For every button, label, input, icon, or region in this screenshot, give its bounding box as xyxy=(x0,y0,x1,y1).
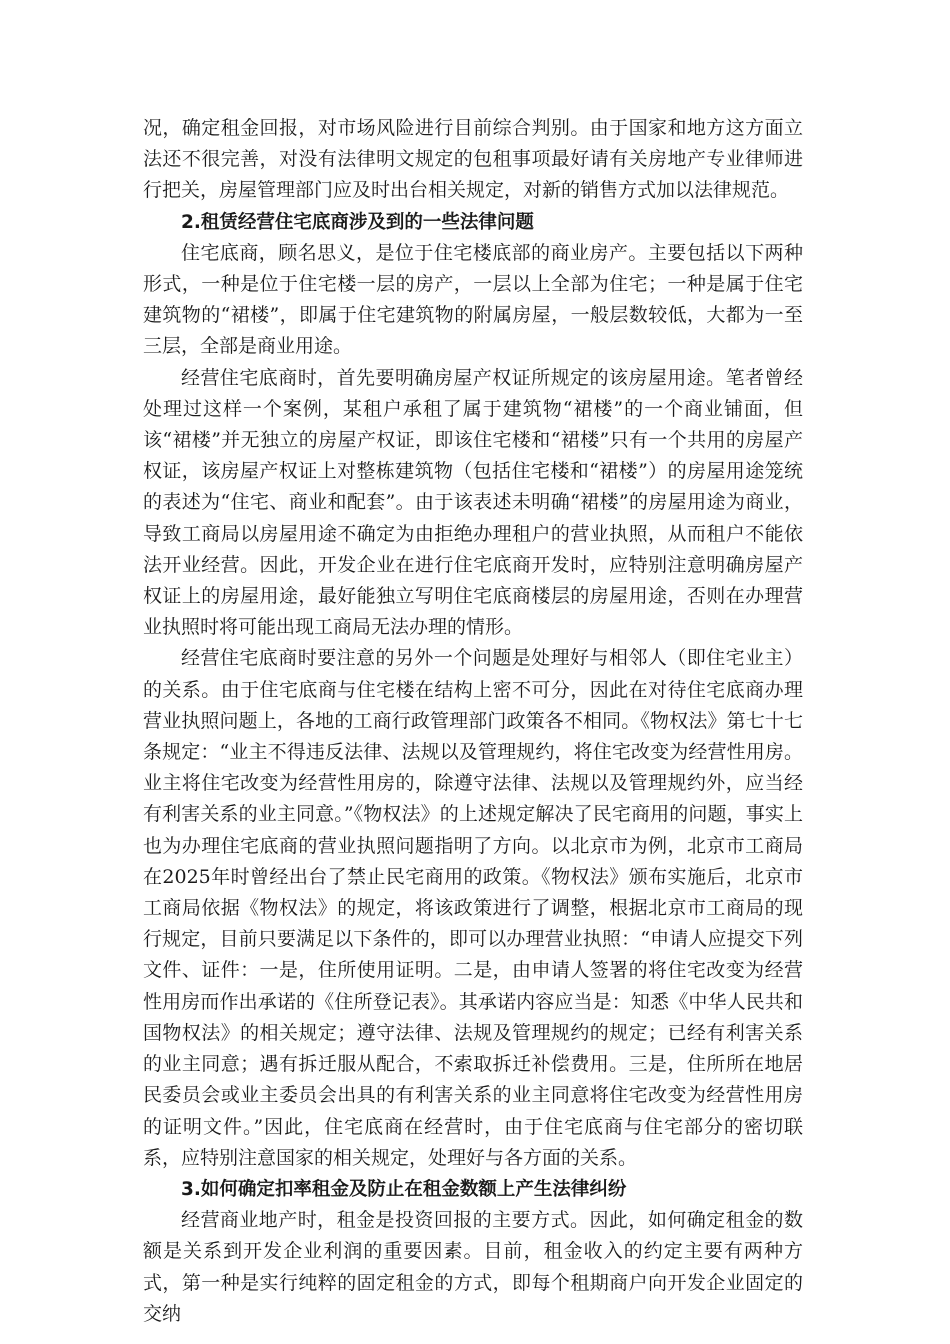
paragraph: 住宅底商，顾名思义，是位于住宅楼底部的商业房产。主要包括以下两种形式，一种是位于住宅楼一层的房产，一层以上全部为住宅；一种是属于住宅建筑物的“裙楼”，即属于住宅建筑物的附属房屋，一般层数较低，大都为一至三层，全部是商业用途。 xyxy=(143,241,803,358)
paragraph-continuation: 况，确定租金回报，对市场风险进行目前综合判别。由于国家和地方这方面立法还不很完善，对没有法律明文规定的包租事项最好请有关房地产专业律师进行把关，房屋管理部门应及时出台相关规定，对新的销售方式加以法律规范。 xyxy=(143,117,803,202)
document-page xyxy=(143,113,803,1330)
section-heading-3: 3.如何确定扣率租金及防止在租金数额上产生法律纠纷 xyxy=(181,1178,627,1200)
paragraph: 经营住宅底商时要注意的另外一个问题是处理好与相邻人（即住宅业主）的关系。由于住宅底商与住宅楼在结构上密不可分，因此在对待住宅底商办理营业执照问题上，各地的工商行政管理部门政策各不相同。《物权法》第七十七条规定：“业主不得违反法律、法规以及管理规约，将住宅改变为经营性用房。业主将住宅改变为经营性用房的，除遵守法律、法规以及管理规约外，应当经有利害关系的业主同意。”《物权法》的上述规定解决了民宅商用的问题，事实上也为办理住宅底商的营业执照问题指明了方向。以北京市为例，北京市工商局在2025年时曾经出台了禁止民宅商用的政策。《物权法》颁布实施后，北京市工商局依据《物权法》的规定，将该政策进行了调整，根据北京市工商局的现行规定，目前只要满足以下条件的，即可以办理营业执照：“申请人应提交下列文件、证件：一是，住所使用证明。二是，由申请人签署的将住宅改变为经营性用房而作出承诺的《住所登记表》。其承诺内容应当是：知悉《中华人民共和国物权法》的相关规定；遵守法律、法规及管理规约的规定；已经有利害关系的业主同意；遇有拆迁服从配合，不索取拆迁补偿费用。三是，住所所在地居民委员会或业主委员会出具的有利害关系的业主同意将住宅改变为经营性用房的证明文件。”因此，住宅底商在经营时，由于住宅底商与住宅部分的密切联系，应特别注意国家的相关规定，处理好与各方面的关系。 xyxy=(143,647,803,1169)
paragraph: 经营商业地产时，租金是投资回报的主要方式。因此，如何确定租金的数额是关系到开发企业利润的重要因素。目前，租金收入的约定主要有两种方式，第一种是实行纯粹的固定租金的方式，即每个租期商户向开发企业固定的交纳 xyxy=(143,1209,803,1325)
paragraph: 经营住宅底商时，首先要明确房屋产权证所规定的该房屋用途。笔者曾经处理过这样一个案例，某租户承租了属于建筑物“裙楼”的一个商业铺面，但该“裙楼”并无独立的房屋产权证，即该住宅楼和“裙楼”只有一个共用的房屋产权证，该房屋产权证上对整栋建筑物（包括住宅楼和“裙楼”）的房屋用途笼统的表述为“住宅、商业和配套”。由于该表述未明确“裙楼”的房屋用途为商业，导致工商局以房屋用途不确定为由拒绝办理租户的营业执照，从而租户不能依法开业经营。因此，开发企业在进行住宅底商开发时，应特别注意明确房屋产权证上的房屋用途，最好能独立写明住宅底商楼层的房屋用途，否则在办理营业执照时将可能出现工商局无法办理的情形。 xyxy=(143,366,803,639)
section-heading-2: 2.租赁经营住宅底商涉及到的一些法律问题 xyxy=(181,211,534,233)
